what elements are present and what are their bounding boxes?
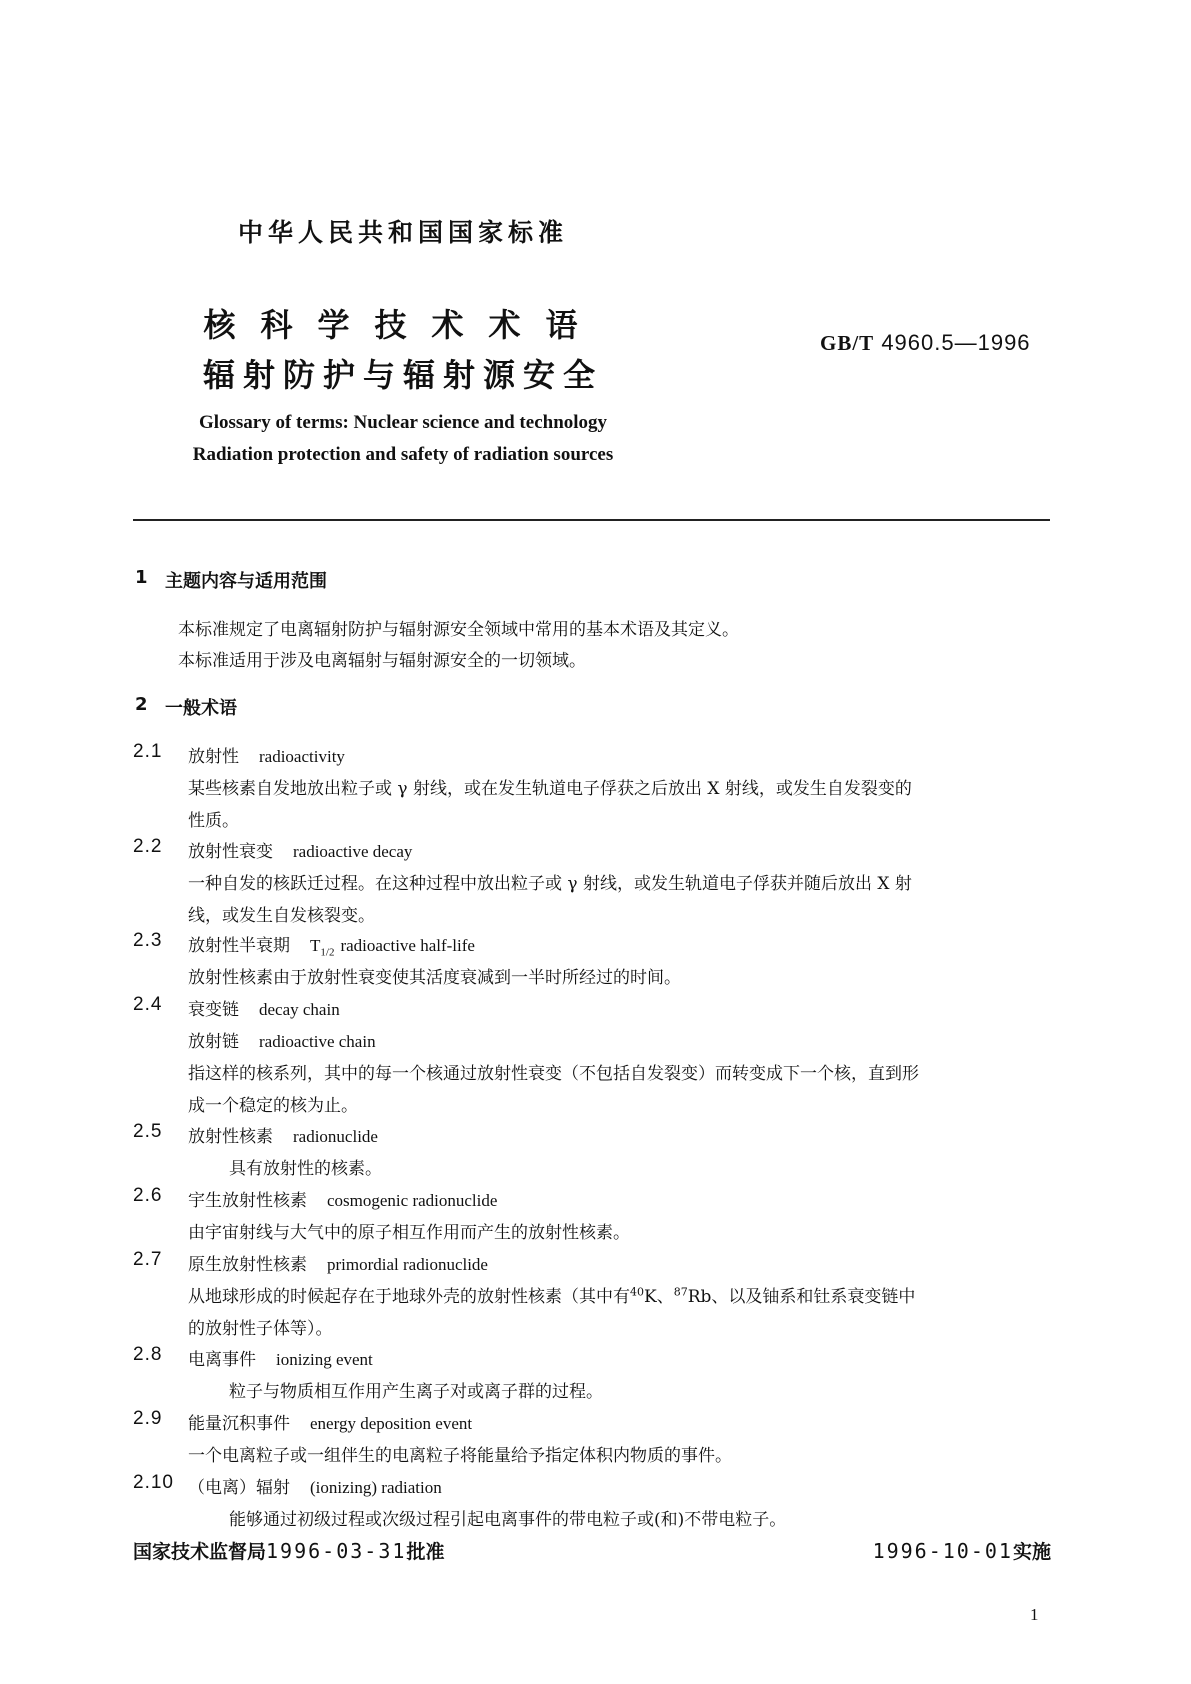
term-en: radioactive decay: [293, 842, 413, 861]
national-standard-header: 中华人民共和国国家标准: [237, 218, 568, 247]
term-number: 2.3: [133, 930, 163, 951]
section-2-heading: 一般术语: [165, 698, 237, 719]
term-zh: 放射性: [188, 747, 239, 767]
title-line-2: 辐射防护与辐射源安全: [202, 356, 603, 394]
term-definition: 一个电离粒子或一组伴生的电离粒子将能量给予指定体积内物质的事件。: [188, 1446, 732, 1466]
section-1-number: 1: [135, 567, 148, 588]
term-en: energy deposition event: [310, 1414, 473, 1433]
term-number: 2.4: [133, 994, 163, 1015]
section-1-paragraph-1: 本标准规定了电离辐射防护与辐射源安全领域中常用的基本术语及其定义。: [178, 620, 739, 640]
term-zh: （电离）辐射: [188, 1478, 290, 1498]
term-en: radioactive half-life: [340, 936, 475, 955]
term-en: (ionizing) radiation: [310, 1478, 442, 1497]
term-number: 2.2: [133, 836, 163, 857]
def-text: 从地球形成的时候起存在于地球外壳的放射性核素（其中有: [188, 1287, 630, 1307]
issue-date: 1996-03-31: [266, 1539, 407, 1563]
section-1-paragraph-2: 本标准适用于涉及电离辐射与辐射源安全的一切领域。: [178, 651, 586, 671]
term-entry: [188, 1409, 472, 1434]
term-definition-cont: 的放射性子体等）。: [188, 1319, 333, 1339]
term-definition-cont: 成一个稳定的核为止。: [188, 1096, 358, 1116]
standard-code: [820, 330, 1031, 356]
page-number: 1: [1030, 1605, 1039, 1624]
section-2-number: 2: [135, 694, 148, 715]
term-zh: 放射链: [188, 1032, 239, 1052]
term-zh: 放射性半衰期: [188, 936, 290, 956]
term-zh: 放射性核素: [188, 1127, 273, 1147]
term-symbol: [310, 936, 335, 959]
section-1-heading: 主题内容与适用范围: [165, 571, 327, 592]
isotope-element: K、: [644, 1287, 674, 1307]
issue-statement: [133, 1537, 444, 1564]
term-zh: 衰变链: [188, 1000, 239, 1020]
term-number: 2.9: [133, 1408, 163, 1429]
term-zh: 放射性衰变: [188, 842, 273, 862]
term-definition: 某些核素自发地放出粒子或 γ 射线，或在发生轨道电子俘获之后放出 X 射线，或发生自发裂变的: [188, 779, 912, 799]
term-definition-cont: 性质。: [188, 811, 239, 831]
term-definition: 粒子与物质相互作用产生离子对或离子群的过程。: [229, 1382, 603, 1402]
term-definition: 一种自发的核跃迁过程。在这种过程中放出粒子或 γ 射线，或发生轨道电子俘获并随后放出 X 射: [188, 874, 912, 894]
term-definition: 放射性核素由于放射性衰变使其活度衰减到一半时所经过的时间。: [188, 968, 681, 988]
title-line-1: 核科学技术术语: [203, 306, 603, 344]
term-en: radionuclide: [293, 1127, 378, 1146]
header-divider: [133, 519, 1050, 521]
term-definition: 具有放射性的核素。: [229, 1159, 382, 1179]
isotope-element: Rb、以及铀系和钍系衰变链中: [687, 1287, 916, 1307]
english-title-line-1: Glossary of terms: Nuclear science and technology: [198, 412, 608, 433]
issue-suffix: 批准: [406, 1541, 445, 1563]
term-number: 2.8: [133, 1344, 163, 1365]
term-definition: 能够通过初级过程或次级过程引起电离事件的带电粒子或(和)不带电粒子。: [229, 1510, 787, 1530]
term-entry: [188, 1122, 378, 1147]
term-entry: [188, 995, 340, 1020]
term-definition: 由宇宙射线与大气中的原子相互作用而产生的放射性核素。: [188, 1223, 630, 1243]
isotope-mass-number: 40: [630, 1285, 644, 1299]
term-definition-cont: 线，或发生自发核裂变。: [188, 906, 375, 926]
term-zh: 原生放射性核素: [188, 1255, 307, 1275]
term-definition: 指这样的核系列，其中的每一个核通过放射性衰变（不包括自发裂变）而转变成下一个核，直到形: [188, 1064, 919, 1084]
term-entry: [188, 742, 345, 767]
term-en: radioactive chain: [259, 1032, 376, 1051]
term-entry: [188, 1250, 488, 1275]
term-number: 2.5: [133, 1121, 163, 1142]
term-zh: 能量沉积事件: [188, 1414, 290, 1434]
term-zh: 宇生放射性核素: [188, 1191, 307, 1211]
term-symbol-main: T: [310, 936, 321, 955]
term-entry-synonym: [188, 1027, 376, 1052]
term-entry: [188, 1345, 373, 1370]
english-title-line-2: Radiation protection and safety of radiation sources: [192, 444, 614, 465]
term-number: 2.7: [133, 1249, 163, 1270]
term-definition: [188, 1282, 915, 1307]
term-symbol-sub: 1/2: [320, 946, 335, 959]
effective-date: 1996-10-01: [872, 1539, 1013, 1563]
term-en: radioactivity: [259, 747, 345, 766]
standard-code-number: 4960.5—1996: [881, 330, 1031, 355]
term-en: primordial radionuclide: [327, 1255, 488, 1274]
term-zh: 电离事件: [188, 1350, 256, 1370]
term-number: 2.10: [133, 1472, 174, 1493]
effective-statement: [873, 1537, 1051, 1564]
term-entry: [188, 1186, 497, 1211]
term-entry: [188, 837, 412, 862]
term-en: ionizing event: [276, 1350, 373, 1369]
term-entry: [188, 1473, 442, 1498]
standard-code-prefix: GB/T: [820, 331, 875, 355]
term-entry: [188, 931, 475, 958]
term-number: 2.1: [133, 741, 163, 762]
term-en: decay chain: [259, 1000, 340, 1019]
issuer: 国家技术监督局: [133, 1541, 267, 1563]
term-number: 2.6: [133, 1185, 163, 1206]
term-en: cosmogenic radionuclide: [327, 1191, 498, 1210]
isotope-mass-number: 87: [673, 1285, 688, 1299]
effective-suffix: 实施: [1012, 1541, 1051, 1563]
